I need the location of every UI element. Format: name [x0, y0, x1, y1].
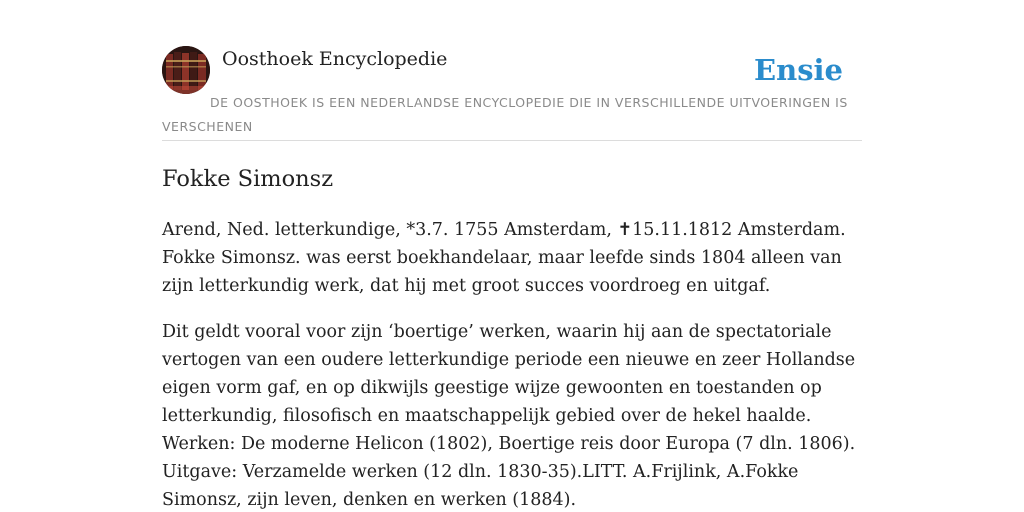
- article-title: Fokke Simonsz: [162, 166, 334, 192]
- site-tagline: DE OOSTHOEK IS EEN NEDERLANDSE ENCYCLOPEDIE DIE IN VERSCHILLENDE UITVOERINGEN IS VERSCHENEN: [162, 95, 848, 134]
- site-logo[interactable]: [162, 46, 210, 94]
- book-spines-icon: [162, 46, 210, 94]
- article-paragraph: Dit geldt vooral voor zijn ‘boertige’ werken, waarin hij aan de spectatoriale vertogen van een oudere letterkundige periode een nieuwe en zeer Hollandse eigen vorm gaf, en op dikwijls geestige wijze gewoonten en toestanden op letterkundig, filosofisch en maatschappelijk gebied over de hekel haalde. Werken: De moderne Helicon (1802), Boertige reis door Europa (7 dln. 1806). Uitgave: Verzamelde werken (12 dln. 1830-35).LITT. A.Frijlink, A.Fokke Simonsz, zijn leven, denken en werken (1884).: [162, 322, 856, 510]
- article-paragraph: Arend, Ned. letterkundige, *3.7. 1755 Amsterdam, ✝15.11.1812 Amsterdam. Fokke Simonsz. was eerst boekhandelaar, maar leefde sinds 1804 alleen van zijn letterkundig werk, dat hij met groot succes voordroeg en uitgaf.: [162, 220, 846, 296]
- article-body: [162, 216, 874, 512]
- brand-logo-text[interactable]: Ensie: [754, 53, 843, 87]
- site-header: [162, 46, 862, 141]
- site-name[interactable]: Oosthoek Encyclopedie: [222, 48, 448, 70]
